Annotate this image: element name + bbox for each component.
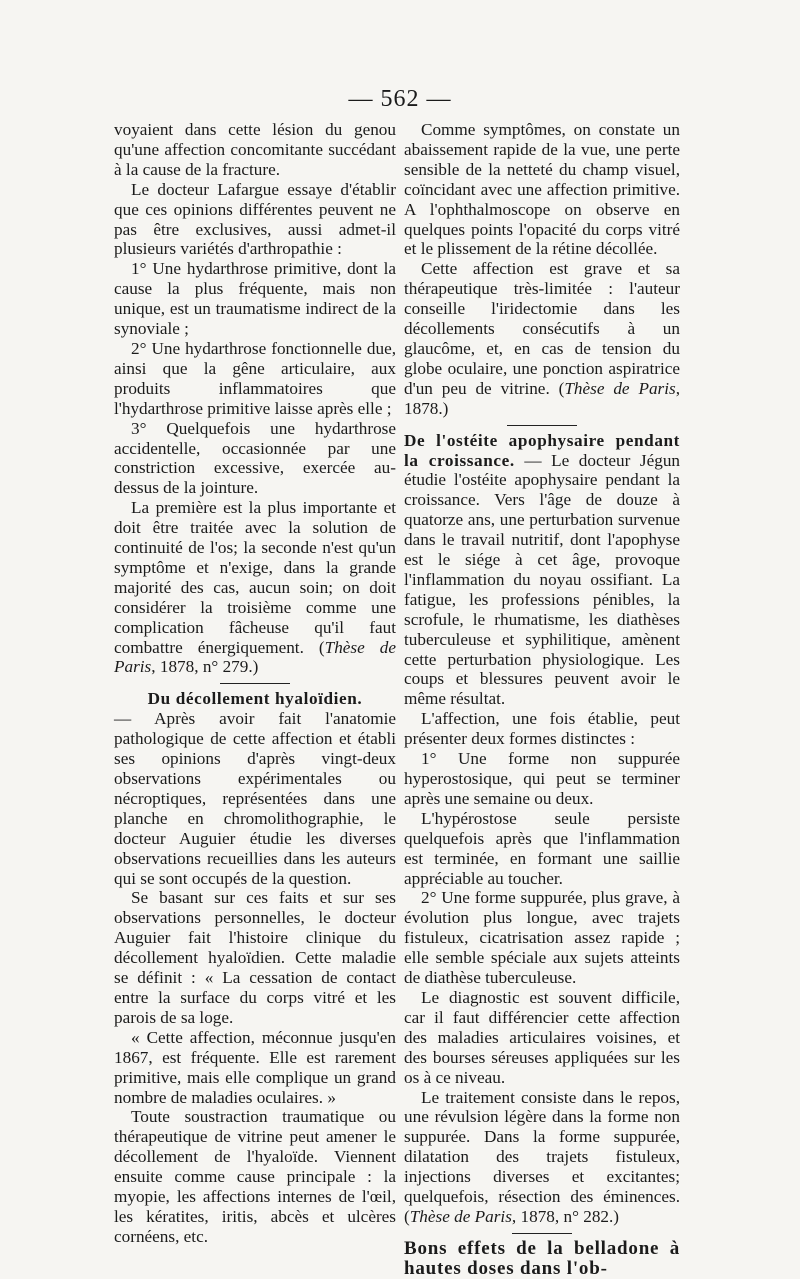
paragraph: L'affection, une fois établie, peut présenter deux formes distinctes :: [404, 709, 680, 749]
page-number: — 562 —: [348, 86, 452, 112]
section-divider: [507, 425, 577, 426]
citation-tail: , 1878, n° 282.): [511, 1206, 620, 1226]
paragraph: — Après avoir fait l'anatomie pathologique de cette affection et établi ses opinions d'après vingt-deux observations expérimentales ou nécroptiques, représentées dans une planche en chromolithographie, le docteur Auguier étudie les diverses observations recueillies dans les auteurs qui se sont occupés de la question.: [114, 709, 396, 888]
paragraph: voyaient dans cette lésion du genou qu'une affection concomitante succédant à la cause de la fracture.: [114, 120, 396, 179]
section-title: Du décollement hyaloïdien.: [147, 689, 363, 709]
paragraph: 3° Quelquefois une hydarthrose accidentelle, occasionnée par une constriction excessive, exercée au-dessus de la jointure.: [114, 418, 396, 498]
section-title: Bons effets de la belladone à hautes doses dans l'ob-: [404, 1237, 680, 1279]
paragraph: 1° Une forme non suppurée hyperostosique, qui peut se terminer après une semaine ou deux.: [404, 749, 680, 808]
citation-italic: Thèse de Paris: [114, 637, 396, 677]
paragraph: « Cette affection, méconnue jusqu'en 1867, est fréquente. Elle est rarement primitive, mais elle complique un grand nombre de maladies oculaires. »: [114, 1027, 396, 1107]
right-column: [404, 120, 680, 1279]
paragraph: [114, 498, 396, 677]
paragraph: Se basant sur ces faits et sur ses observations personnelles, le docteur Auguier fait l'histoire clinique du décollement hyaloïdien. Cette maladie se définit : « La cessation de contact entre la surface du corps vitré et les parois de sa loge.: [114, 888, 396, 1027]
paragraph-text: — Le docteur Jégun étudie l'ostéite apophysaire pendant la croissance. Vers l'âge de douze à quatorze ans, une perturbation survenue dans le travail nutritif, dont l'apophyse est le siége à cet âge, provoque l'inflammation du noyau ossifiant. La fatigue, les professions pénibles, la scrofule, le rhumatisme, les diathèses tuberculeuse et syphilitique, amènent cette perturbation physiologique. Les coups et blessures peuvent avoir le même résultat.: [404, 450, 681, 709]
paragraph: [404, 1088, 680, 1227]
paragraph-text: La première est la plus importante et doit être traitée avec la solution de continuité de l'os; la seconde n'est qu'un symptôme et n'exige, dans la grande majorité des cas, aucun soin; on doit considérer la troisième comme une complication fâcheuse qu'il faut combattre énergiquement. (: [114, 498, 396, 657]
section-divider: [220, 683, 290, 684]
citation-tail: , 1878.): [404, 378, 680, 418]
paragraph: 2° Une forme suppurée, plus grave, à évolution plus longue, avec trajets fistuleux, cicatrisation assez rapide ; elle semble spéciale aux sujets atteints de diathèse tuberculeuse.: [404, 888, 680, 988]
paragraph: Le diagnostic est souvent difficile, car il faut différencier cette affection des maladies articulaires voisines, et des bourses séreuses appliquées sur les os à ce niveau.: [404, 987, 680, 1087]
section-divider: [512, 1233, 572, 1234]
paragraph: 2° Une hydarthrose fonctionnelle due, ainsi que la gêne articulaire, aux produits inflammatoires que l'hydarthrose primitive laisse après elle ;: [114, 338, 396, 418]
paragraph-text: Le traitement consiste dans le repos, une révulsion légère dans la forme non suppurée. Dans la forme suppurée, dilatation des trajets fistuleux, injections diverses et excitantes; quelquefois, résection des éminences. (: [404, 1087, 680, 1226]
citation-tail: , 1878, n° 279.): [151, 657, 259, 677]
left-column: [114, 120, 396, 1247]
paragraph: Toute soustraction traumatique ou thérapeutique de vitrine peut amener le décollement de l'hyaloïde. Viennent ensuite comme cause principale : la myopie, les affections internes de l'œil, les kératites, iritis, abcès et ulcères cornéens, etc.: [114, 1107, 396, 1246]
paragraph: [404, 259, 680, 418]
paragraph: 1° Une hydarthrose primitive, dont la cause la plus fréquente, mais non unique, est un traumatisme indirect de la synoviale ;: [114, 259, 396, 339]
paragraph: Comme symptômes, on constate un abaissement rapide de la vue, une perte sensible de la netteté du champ visuel, coïncidant avec une affection primitive. A l'ophthalmoscope on observe en quelques points l'opacité du corps vitré et le plissement de la rétine décollée.: [404, 120, 680, 259]
paragraph: [404, 431, 680, 710]
section-title: De l'ostéite apophysaire pendant la croissance.: [404, 430, 680, 470]
citation-italic: Thèse de Paris: [564, 378, 676, 398]
citation-italic: Thèse de Paris: [409, 1206, 512, 1226]
paragraph-text: Cette affection est grave et sa thérapeutique très-limitée : l'auteur conseille l'iridectomie dans les décollements consécutifs à un glaucôme, et, en cas de tension du globe oculaire, une ponction aspiratrice d'un peu de vitrine. (: [404, 259, 680, 398]
paragraph: Le docteur Lafargue essaye d'établir que ces opinions différentes peuvent ne pas être exclusives, aussi admet-il plusieurs variétés d'arthropathie :: [114, 179, 396, 259]
paragraph: L'hypérostose seule persiste quelquefois après que l'inflammation est terminée, en formant une saillie appréciable au toucher.: [404, 808, 680, 888]
